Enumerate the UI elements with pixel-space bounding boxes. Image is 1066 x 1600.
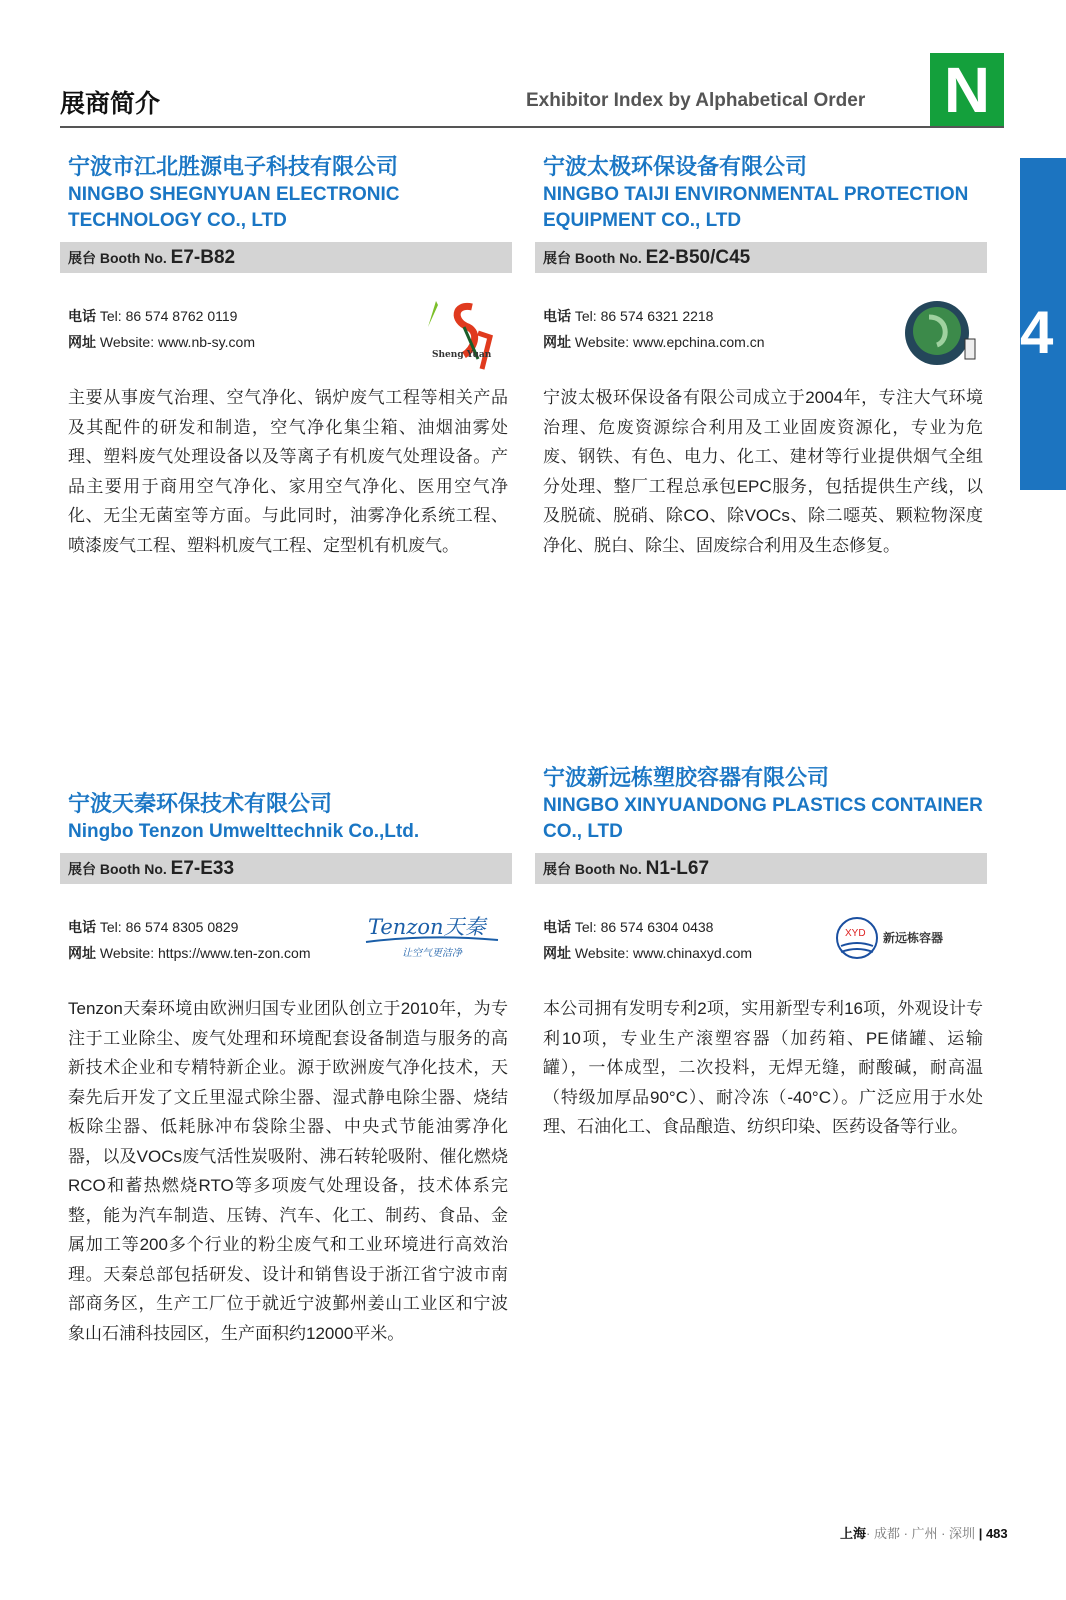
company-name-cn: 宁波市江北胜源电子科技有限公司: [68, 154, 399, 179]
exhibitor-card: [535, 763, 987, 1142]
header-title-cn: 展商简介: [60, 90, 161, 118]
booth-number: E7-B82: [170, 247, 236, 268]
contact-info: 电话 Tel: 86 574 8762 0119 网址 Website: www.nb-sy.com Sheng Yuan: [60, 303, 512, 363]
exhibitor-card: [60, 789, 512, 1348]
company-name-en: NINGBO XINYUANDONG PLASTICS CONTAINER CO., LTD: [543, 795, 983, 842]
company-logo: [424, 297, 504, 371]
page-footer: 上海· 成都 · 广州 · 深圳 | 483: [840, 1526, 1008, 1541]
svg-text:Tenzon天秦: Tenzon天秦: [368, 915, 486, 939]
company-description: 主要从事废气治理、空气净化、锅炉废气工程等相关产品及其配件的研发和制造，空气净化集尘箱、油烟油雾处理、塑料废气处理设备以及等离子有机废气处理设备。产品主要用于商用空气净化、家用空气净化、医用空气净化、无尘无菌室等方面。与此同时，油雾净化系统工程、喷漆废气工程、塑料机废气工程、定型机有机废气。: [68, 388, 508, 555]
svg-text:Sheng Yuan: Sheng Yuan: [432, 350, 492, 360]
company-name-en: Ningbo Tenzon Umwelttechnik Co.,Ltd.: [68, 821, 420, 842]
tel: 86 574 6304 0438: [600, 919, 714, 935]
section-tab: 4: [1020, 158, 1066, 490]
svg-text:让空气更洁净: 让空气更洁净: [402, 948, 462, 959]
page-number: 483: [985, 1526, 1008, 1541]
exhibitor-card: [60, 152, 512, 560]
company-name-en: NINGBO SHEGNYUAN ELECTRONIC TECHNOLOGY CO., LTD: [68, 184, 400, 231]
booth-bar: 展台 Booth No. E7-B82: [60, 242, 512, 273]
company-description: 宁波太极环保设备有限公司成立于2004年，专注大气环境治理、危废资源综合利用及工业固废资源化，专业为危废、钢铁、有色、电力、化工、建材等行业提供烟气全组分处理、整厂工程总承包EPC服务，包括提供生产线，以及脱硫、脱硝、除CO、除VOCs、除二噁英、颗粒物深度净化、脱白、除尘、固废综合利用及生态修复。: [543, 388, 983, 555]
contact-info: 电话 Tel: 86 574 8305 0829 网址 Website: https://www.ten-zon.com Tenzon天秦 让空气更洁净: [60, 914, 512, 974]
booth-bar: 展台 Booth No. E7-E33: [60, 853, 512, 884]
company-name-cn: 宁波天秦环保技术有限公司: [68, 791, 333, 816]
website-link[interactable]: www.nb-sy.com: [158, 334, 255, 350]
letter-badge: N: [930, 53, 1004, 127]
booth-number: N1-L67: [645, 858, 710, 879]
company-logo: [833, 908, 983, 982]
tel: 86 574 8762 0119: [125, 308, 238, 324]
company-description: 本公司拥有发明专利2项，实用新型专利16项，外观设计专利10项，专业生产滚塑容器（加药箱、PE储罐、运输罐），一体成型，二次投料，无焊无缝，耐酸碱，耐高温（特级加厚品90°C）、耐冷冻（-40°C）。广泛应用于水处理、石油化工、食品酿造、纺织印染、医药设备等行业。: [543, 999, 983, 1136]
website-link[interactable]: www.chinaxyd.com: [633, 945, 753, 961]
header-title-en: Exhibitor Index by Alphabetical Order: [526, 90, 866, 111]
header-divider: [60, 126, 1004, 128]
tel: 86 574 8305 0829: [125, 919, 239, 935]
company-name-cn: 宁波太极环保设备有限公司: [543, 154, 808, 179]
booth-number: E2-B50/C45: [645, 247, 751, 268]
company-name-en: NINGBO TAIJI ENVIRONMENTAL PROTECTION EQUIPMENT CO., LTD: [543, 184, 969, 231]
company-logo: [358, 908, 508, 982]
website-link[interactable]: https://www.ten-zon.com: [158, 945, 311, 961]
svg-text:XYD: XYD: [845, 928, 866, 939]
exhibitor-card: [535, 152, 987, 560]
contact-info: 电话 Tel: 86 574 6321 2218 网址 Website: www.epchina.com.cn: [535, 303, 987, 363]
company-description: Tenzon天秦环境由欧洲归国专业团队创立于2010年，为专注于工业除尘、废气处理和环境配套设备制造与服务的高新技术企业和专精特新企业。源于欧洲废气净化技术，天秦先后开发了文丘里湿式除尘器、湿式静电除尘器、烧结板除尘器、低耗脉冲布袋除尘器、中央式节能油雾净化器，以及VOCs废气活性炭吸附、沸石转轮吸附、催化燃烧RCO和蓄热燃烧RTO等多项废气处理设备，技术体系完整，能为汽车制造、压铸、汽车、化工、制药、食品、金属加工等200多个行业的粉尘废气和工业环境进行高效治理。天秦总部包括研发、设计和销售设于浙江省宁波市南部商务区，生产工厂位于就近宁波鄞州姜山工业区和宁波象山石浦科技园区，生产面积约12000平米。: [68, 999, 508, 1343]
website-link[interactable]: www.epchina.com.cn: [633, 334, 765, 350]
contact-info: 电话 Tel: 86 574 6304 0438 网址 Website: www.chinaxyd.com XYD 新远栋容器: [535, 914, 987, 974]
booth-bar: 展台 Booth No. N1-L67: [535, 853, 987, 884]
company-name-cn: 宁波新远栋塑胶容器有限公司: [543, 765, 830, 790]
booth-number: E7-E33: [170, 858, 235, 879]
svg-text:新远栋容器: 新远栋容器: [883, 931, 944, 945]
booth-bar: 展台 Booth No. E2-B50/C45: [535, 242, 987, 273]
company-logo: [899, 297, 979, 371]
tel: 86 574 6321 2218: [600, 308, 714, 324]
